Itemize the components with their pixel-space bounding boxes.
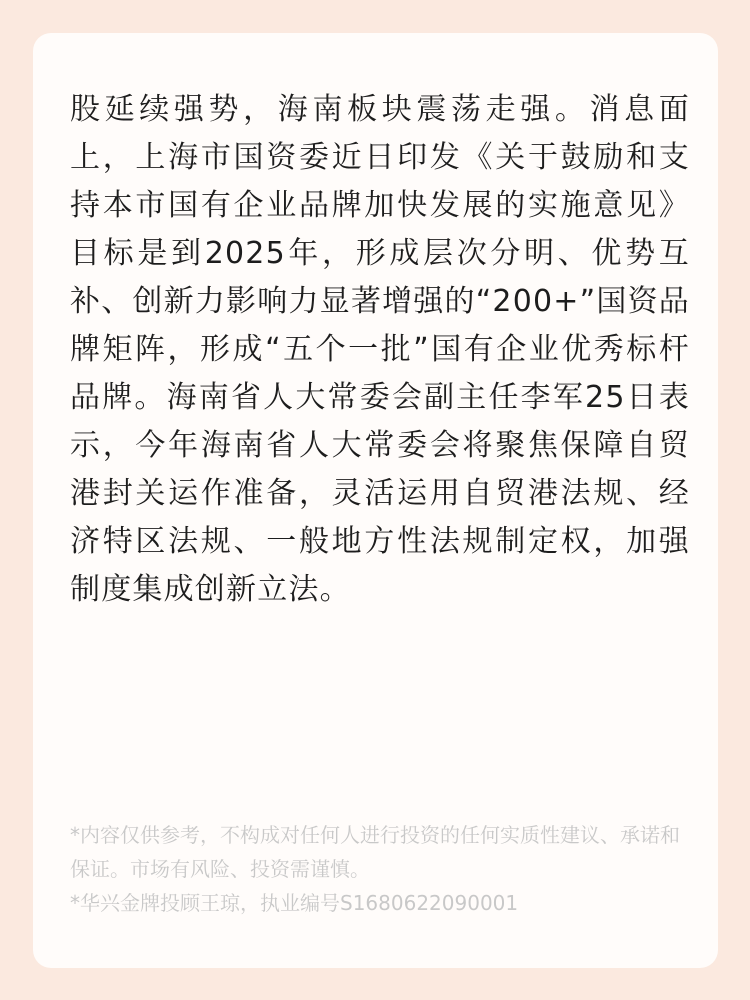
disclaimer-block bbox=[70, 818, 690, 920]
article-body: 股延续强势，海南板块震荡走强。消息面上，上海市国资委近日印发《关于鼓励和支持本市国有企业品牌加快发展的实施意见》目标是到2025年，形成层次分明、优势互补、创新力影响力显著增强的“200+”国资品牌矩阵，形成“五个一批”国有企业优秀标杆品牌。海南省人大常委会副主任李军25日表示，今年海南省人大常委会将聚焦保障自贸港封关运作准备，灵活运用自贸港法规、经济特区法规、一般地方性法规制定权，加强制度集成创新立法。 bbox=[70, 92, 690, 607]
risk-disclaimer: *内容仅供参考，不构成对任何人进行投资的任何实质性建议、承诺和保证。市场有风险、投资需谨慎。 bbox=[70, 823, 680, 881]
advisor-credential: *华兴金牌投顾王琼，执业编号S1680622090001 bbox=[70, 891, 519, 915]
